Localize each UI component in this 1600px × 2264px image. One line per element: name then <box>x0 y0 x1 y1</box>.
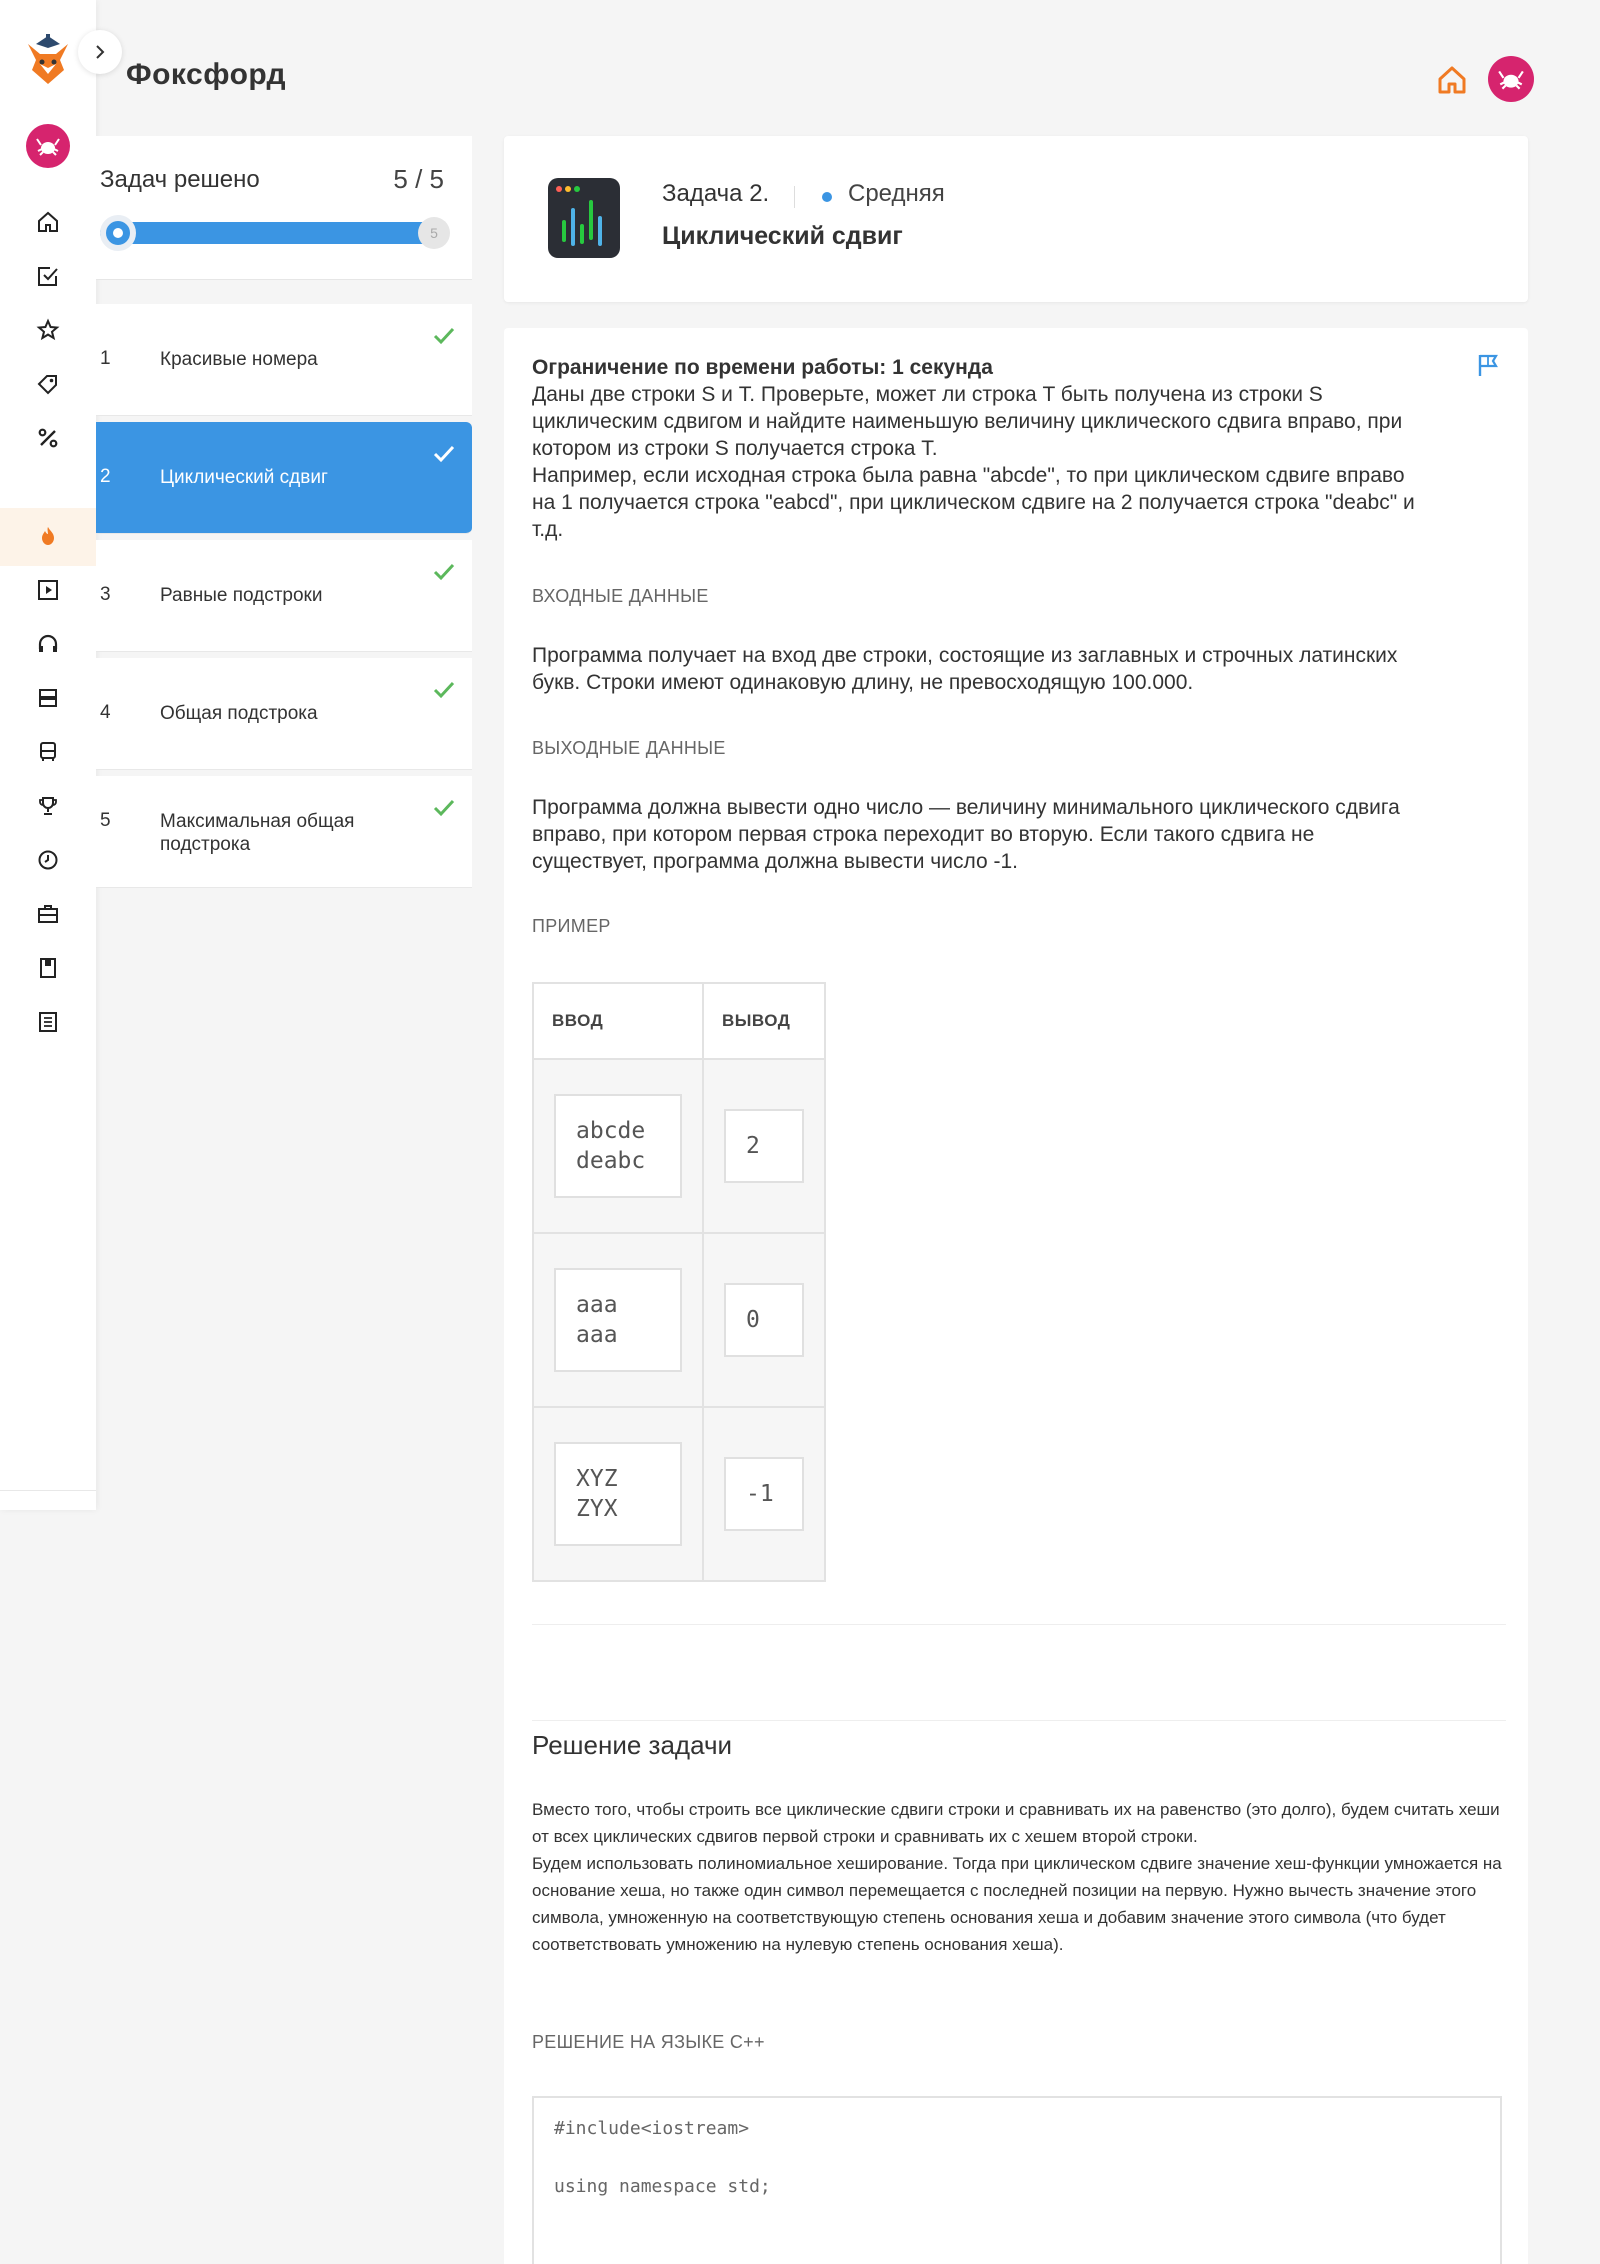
code-line: using namespace std; <box>554 2176 771 2197</box>
example-section-title: ПРИМЕР <box>532 916 611 936</box>
task-name: Общая подстрока <box>160 703 318 724</box>
task-number: 5 <box>100 810 111 831</box>
check-icon <box>432 678 456 702</box>
task-item[interactable] <box>96 304 472 416</box>
output-cell <box>703 1407 825 1581</box>
check-icon <box>432 560 456 584</box>
terminal-chart-icon <box>548 178 620 258</box>
stack-icon[interactable] <box>34 684 62 712</box>
trophy-icon[interactable] <box>34 792 62 820</box>
example-input[interactable]: XYZ ZYX <box>554 1442 682 1546</box>
task-title: Циклический сдвиг <box>662 222 903 250</box>
solution-title: Решение задачи <box>532 1730 733 1760</box>
example-input[interactable]: aaa aaa <box>554 1268 682 1372</box>
rail-divider <box>0 1490 96 1491</box>
progress-fill <box>100 222 444 244</box>
column-header-input: ВВОД <box>533 983 703 1059</box>
flame-icon[interactable] <box>34 522 62 550</box>
briefcase-icon[interactable] <box>34 900 62 928</box>
difficulty-label: Средняя <box>848 180 945 207</box>
crab-avatar-icon[interactable] <box>1488 56 1534 102</box>
progress-bar <box>100 222 444 244</box>
content-divider <box>532 1624 1506 1625</box>
checklist-icon[interactable] <box>34 262 62 290</box>
content-divider <box>532 1720 1506 1721</box>
progress-count: 5 / 5 <box>393 164 444 194</box>
solution-paragraph-2: Будем использовать полиномиальное хеширование. Тогда при циклическом сдвиге значение хеш-функции умножается на основание хеша, но также один символ перемещается с последней позиции на первую. Нужно вычесть значение этого символа, умноженную на соответствующую степень основания хеша и добавим значение этого символа (что будет соответствовать умножению на нулевую степень основания хеша). <box>532 1854 1502 1954</box>
play-icon[interactable] <box>34 576 62 604</box>
task-item[interactable] <box>96 776 472 888</box>
output-cell <box>703 1233 825 1407</box>
fox-logo-icon[interactable] <box>22 30 74 86</box>
task-name: Максимальная общая подстрока <box>160 811 355 855</box>
progress-title: Задач решено <box>100 166 260 193</box>
expand-sidebar-button[interactable] <box>78 30 122 74</box>
input-cell <box>533 1233 703 1407</box>
code-line: #include<iostream> <box>554 2118 750 2139</box>
task-item[interactable] <box>96 658 472 770</box>
task-item[interactable] <box>96 422 472 534</box>
statement-part-1: Даны две строки S и T. Проверьте, может ли строка T быть получена из строки S циклическим сдвигом и найдите наименьшую величину циклического сдвига вправо, при котором из строки S получается строка T. <box>532 383 1403 460</box>
time-limit: Ограничение по времени работы: 1 секунда <box>532 356 993 379</box>
output-cell <box>703 1059 825 1233</box>
solution-paragraph-1: Вместо того, чтобы строить все циклические сдвиги строки и сравнивать их на равенство (это долго), будем считать хеши от всех циклических сдвигов первой строки и сравнивать их с хешем второй строки. <box>532 1800 1500 1846</box>
task-number: 3 <box>100 584 111 605</box>
check-icon <box>432 796 456 820</box>
task-name: Циклический сдвиг <box>160 467 328 488</box>
progress-card <box>96 136 472 280</box>
clock-icon[interactable] <box>34 846 62 874</box>
home-icon[interactable] <box>34 208 62 236</box>
left-rail <box>0 0 96 1510</box>
code-section-title: РЕШЕНИЕ НА ЯЗЫКЕ С++ <box>532 2032 765 2052</box>
example-output[interactable]: 0 <box>724 1283 804 1357</box>
problem-card <box>504 328 1528 2264</box>
task-item[interactable] <box>96 540 472 652</box>
example-output[interactable]: -1 <box>724 1457 804 1531</box>
input-cell <box>533 1407 703 1581</box>
task-name: Равные подстроки <box>160 585 323 606</box>
task-number: 1 <box>100 348 111 369</box>
progress-start-knob <box>100 215 136 251</box>
column-header-output: ВЫВОД <box>703 983 825 1059</box>
example-output[interactable]: 2 <box>724 1109 804 1183</box>
problem-statement <box>532 354 1432 543</box>
table-row <box>533 1233 825 1407</box>
task-header-card <box>504 136 1528 302</box>
header-separator <box>794 186 795 208</box>
notebook-icon[interactable] <box>34 954 62 982</box>
table-row <box>533 1059 825 1233</box>
percent-icon[interactable] <box>34 424 62 452</box>
chevron-right-icon <box>93 45 107 59</box>
task-name: Красивые номера <box>160 349 318 370</box>
list-icon[interactable] <box>34 1008 62 1036</box>
check-icon <box>432 442 456 466</box>
brand-title: Фоксфорд <box>126 58 287 91</box>
task-number: 4 <box>100 702 111 723</box>
flag-icon[interactable] <box>1476 352 1502 378</box>
input-cell <box>533 1059 703 1233</box>
task-number: Задача 2. <box>662 180 770 207</box>
tag-icon[interactable] <box>34 370 62 398</box>
check-icon <box>432 324 456 348</box>
solution-text <box>532 1796 1512 1958</box>
progress-end-label: 5 <box>418 217 450 249</box>
bus-icon[interactable] <box>34 738 62 766</box>
task-number: 2 <box>100 466 111 487</box>
home-icon[interactable] <box>1436 64 1468 96</box>
star-icon[interactable] <box>34 316 62 344</box>
code-block[interactable] <box>532 2096 1502 2264</box>
output-description: Программа должна вывести одно число — величину минимального циклического сдвига вправо, при котором первая строка переходит во вторую. Если такого сдвига не существует, программа должна вывести число -1. <box>532 796 1400 873</box>
example-table <box>532 982 826 1582</box>
input-description: Программа получает на вход две строки, состоящие из заглавных и строчных латинских букв. Строки имеют одинаковую длину, не превосходящую 100.000. <box>532 644 1398 694</box>
difficulty-dot <box>822 192 832 202</box>
statement-part-2: Например, если исходная строка была равна "abcde", то при циклическом сдвиге вправо на 1 получается строка "eabcd", при циклическом сдвиге на 2 получается строка "deabc" и т.д. <box>532 464 1415 541</box>
output-section-title: ВЫХОДНЫЕ ДАННЫЕ <box>532 738 726 758</box>
headphones-icon[interactable] <box>34 630 62 658</box>
crab-avatar-icon[interactable] <box>26 124 70 168</box>
input-section-title: ВХОДНЫЕ ДАННЫЕ <box>532 586 709 606</box>
example-input[interactable]: abcde deabc <box>554 1094 682 1198</box>
table-row <box>533 1407 825 1581</box>
